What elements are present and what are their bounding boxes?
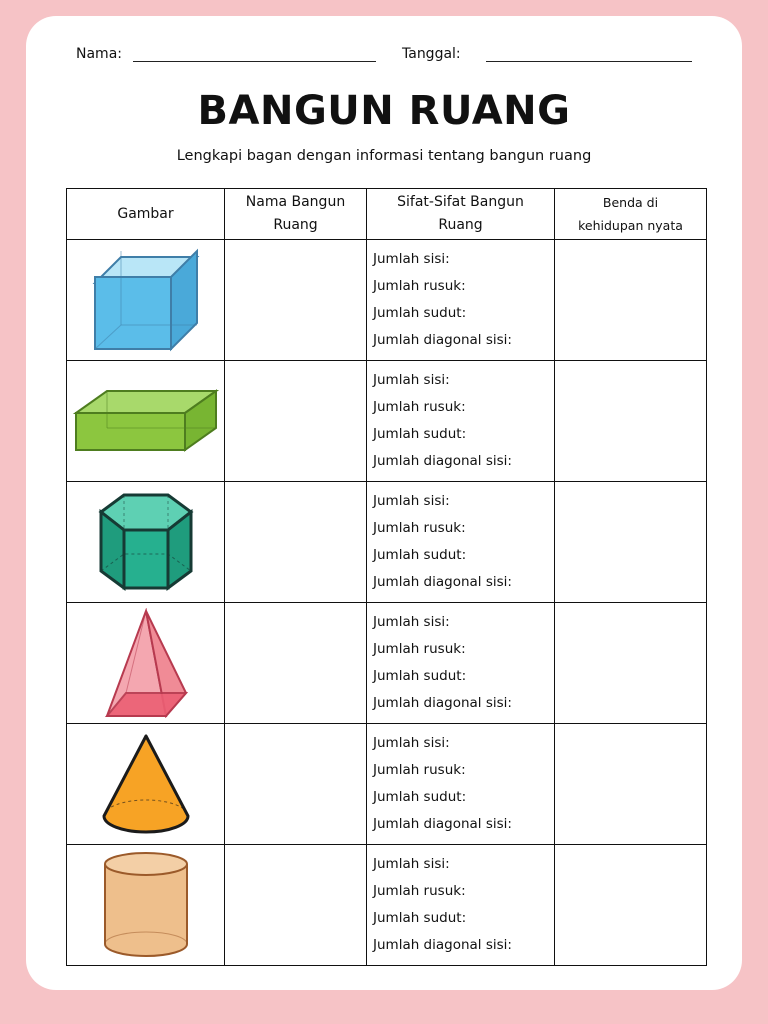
header-gambar: Gambar (67, 189, 225, 240)
header-nama-bangun (225, 189, 367, 240)
prop-jumlah-sisi: Jumlah sisi: (373, 493, 450, 509)
shape-name-cell[interactable] (225, 845, 367, 966)
table-row (67, 482, 707, 603)
prop-jumlah-sudut: Jumlah sudut: (373, 426, 467, 442)
header-sifat-line2: Ruang (438, 217, 483, 233)
nama-field[interactable] (133, 61, 376, 62)
shape-name-cell[interactable] (225, 724, 367, 845)
cone-icon (101, 733, 191, 835)
cylinder-icon (102, 850, 190, 960)
prop-jumlah-sudut: Jumlah sudut: (373, 668, 467, 684)
rectangular-prism-icon (73, 388, 219, 454)
header-benda-line2: kehidupan nyata (578, 218, 683, 233)
header-nama-line2: Ruang (273, 217, 318, 233)
header-nama-line1: Nama Bangun (245, 194, 346, 210)
page-subtitle: Lengkapi bagan dengan informasi tentang bangun ruang (176, 148, 592, 164)
header-benda (555, 189, 707, 240)
hexagonal-prism-icon (98, 492, 194, 592)
header-sifat-line1: Sifat-Sifat Bangun (397, 194, 524, 210)
shape-image-cell (67, 482, 225, 603)
table-row (67, 603, 707, 724)
tanggal-field[interactable] (486, 61, 692, 62)
pyramid-icon (104, 608, 188, 718)
shape-image-cell (67, 724, 225, 845)
shape-properties-cell (367, 603, 555, 724)
shape-properties-cell (367, 724, 555, 845)
prop-jumlah-rusuk: Jumlah rusuk: (373, 520, 466, 536)
prop-jumlah-sisi: Jumlah sisi: (373, 372, 450, 388)
prop-jumlah-diagonal: Jumlah diagonal sisi: (373, 816, 512, 832)
real-life-object-cell[interactable] (555, 724, 707, 845)
prop-jumlah-rusuk: Jumlah rusuk: (373, 399, 466, 415)
prop-jumlah-diagonal: Jumlah diagonal sisi: (373, 332, 512, 348)
prop-jumlah-rusuk: Jumlah rusuk: (373, 883, 466, 899)
shape-name-cell[interactable] (225, 240, 367, 361)
table-row (67, 240, 707, 361)
shape-name-cell[interactable] (225, 361, 367, 482)
shapes-table (66, 188, 707, 966)
shape-image-cell (67, 603, 225, 724)
tanggal-label: Tanggal: (402, 46, 461, 62)
prop-jumlah-rusuk: Jumlah rusuk: (373, 762, 466, 778)
cube-icon (91, 245, 201, 355)
nama-label: Nama: (76, 46, 122, 62)
real-life-object-cell[interactable] (555, 361, 707, 482)
header-benda-line1: Benda di (602, 195, 659, 210)
table-row (67, 361, 707, 482)
prop-jumlah-rusuk: Jumlah rusuk: (373, 641, 466, 657)
shape-properties-cell (367, 845, 555, 966)
shape-properties-cell (367, 361, 555, 482)
prop-jumlah-diagonal: Jumlah diagonal sisi: (373, 574, 512, 590)
shape-image-cell (67, 845, 225, 966)
prop-jumlah-sisi: Jumlah sisi: (373, 856, 450, 872)
prop-jumlah-sisi: Jumlah sisi: (373, 735, 450, 751)
table-header-row (67, 189, 707, 240)
prop-jumlah-sudut: Jumlah sudut: (373, 789, 467, 805)
shape-name-cell[interactable] (225, 603, 367, 724)
shape-image-cell (67, 361, 225, 482)
table-row (67, 845, 707, 966)
real-life-object-cell[interactable] (555, 482, 707, 603)
prop-jumlah-sudut: Jumlah sudut: (373, 910, 467, 926)
real-life-object-cell[interactable] (555, 240, 707, 361)
shape-properties-cell (367, 240, 555, 361)
header-sifat (367, 189, 555, 240)
page-title: BANGUN RUANG (197, 88, 571, 134)
prop-jumlah-diagonal: Jumlah diagonal sisi: (373, 695, 512, 711)
shape-image-cell (67, 240, 225, 361)
shape-name-cell[interactable] (225, 482, 367, 603)
prop-jumlah-sisi: Jumlah sisi: (373, 614, 450, 630)
prop-jumlah-sudut: Jumlah sudut: (373, 547, 467, 563)
prop-jumlah-rusuk: Jumlah rusuk: (373, 278, 466, 294)
real-life-object-cell[interactable] (555, 603, 707, 724)
shape-properties-cell (367, 482, 555, 603)
table-row (67, 724, 707, 845)
prop-jumlah-diagonal: Jumlah diagonal sisi: (373, 937, 512, 953)
prop-jumlah-sisi: Jumlah sisi: (373, 251, 450, 267)
prop-jumlah-diagonal: Jumlah diagonal sisi: (373, 453, 512, 469)
prop-jumlah-sudut: Jumlah sudut: (373, 305, 467, 321)
real-life-object-cell[interactable] (555, 845, 707, 966)
